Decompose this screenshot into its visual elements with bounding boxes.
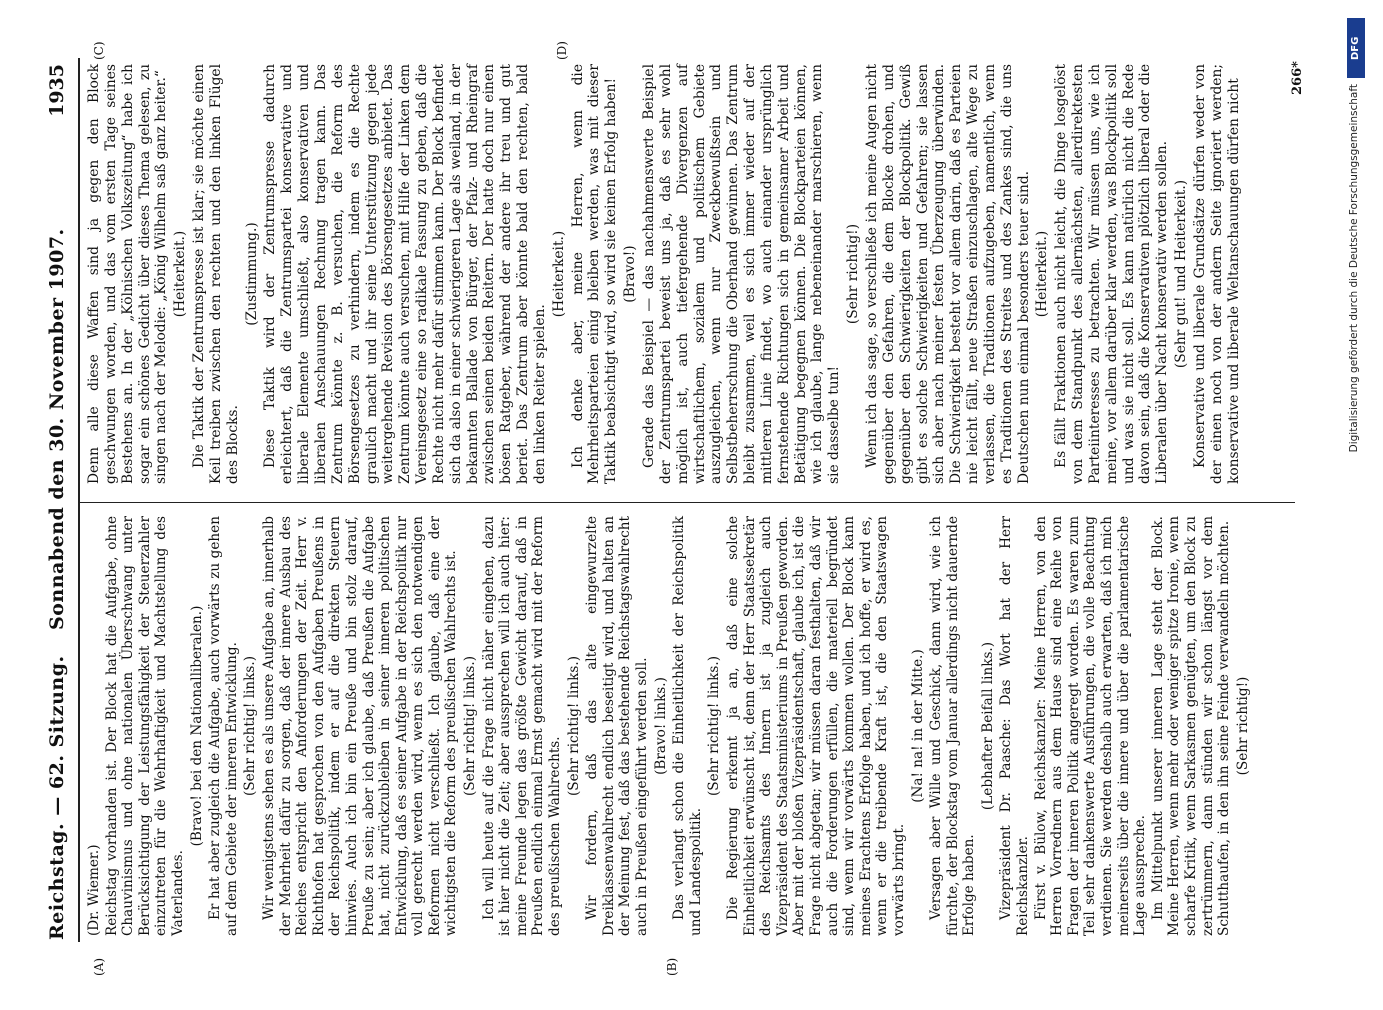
header-rule xyxy=(78,58,80,942)
paragraph: Wenn ich das sage, so verschließe ich meine Augen nicht gegenüber den Gefahren, die dem Blocke drohen, und gegenüber den Schwierigkeiten der Blockpolitik. Gewiß gibt es solche Schwierigkeiten und Gefahren; sie lassen sich aber nach meiner festen Überzeugung überwinden. Die Schwierigkeit besteht vor allem darin, daß es Parteien nie leicht fällt, neue Straßen einzuschlagen, alte Wege zu verlassen, die Traditionen aufzugeben, namentlich, wenn es Traditionen des Streites und des Zankes sind, die uns Deutschen nun einmal besonders teuer sind. xyxy=(863,64,1032,484)
paragraph: Diese Taktik wird der Zentrumspresse dadurch erleichtert, daß die Zentrumspartei konservative und liberale Elemente umschließt, also konservativen und liberalen Anschauungen Rechnung tragen kann. Das Zentrum könnte z. B. versuchen, die Reform des Börsengesetzes zu verhindern, indem es die Rechte graulich macht und ihr seine Unterstützung gegen jede weitergehende Revision des Börsengesetzes anbietet. Das Zentrum könnte auch versuchen, mit Hilfe der Linken dem Vereinsgesetz eine so radikale Fassung zu geben, daß die Rechte nicht mehr dafür stimmen kann. Der Block befindet sich da also in einer schwierigeren Lage als weiland, in der bekannten Ballade von Bürger, der Pfalz- und Rheingraf zwischen seinen beiden Reitern. Der hatte doch nur einen bösen Ratgeber, während der andere ihr treu und gut beriet. Das Zentrum aber könnte bald den rechten, bald den linken Reiter spielen. xyxy=(262,64,548,484)
interjection: (Na! na! in der Mitte.) xyxy=(909,649,926,803)
paragraph: Gerade das Beispiel — das nachahmenswerte Beispiel der Zentrumspartei beweist uns ja, daß es sehr wohl möglich ist, auch tiefergehende Divergenzen auf wirtschaftlichem, sozialem und politischem Gebiete auszugleichen, wenn nur Zweckbewußtsein und Selbstbeherrschung die Oberhand gewinnen. Das Zentrum bleibt zusammen, weil es sich immer wieder auf der mittleren Linie findet, wo auch einander ursprünglich fernstehende Richtungen sich in gemeinsamer Arbeit und Betätigung begegnen können. Die Blockparteien können, wie ich glaube, lange nebeneinander marschieren, wenn sie dasselbe tun! xyxy=(641,64,843,484)
interjection: (Bravo! bei den Nationalliberalen.) xyxy=(188,605,205,847)
margin-letter-d: (D) xyxy=(555,41,569,60)
interjection: (Sehr richtig! links.) xyxy=(706,655,723,797)
paragraph: Reichstag vorhanden ist. Der Block hat die Aufgabe, ohne Chauvinismus und ohne nationalen Überschwang unter Berücksichtigung der Leistungsfähigkeit der Steuerzahler einzutreten für die Wehrhaftigkeit und Machtstellung des Vaterlandes. xyxy=(103,516,186,936)
interjection: (Zustimmung.) xyxy=(243,222,260,326)
paragraph: Das verlangt schon die Einheitlichkeit der Reichspolitik und Landespolitik. xyxy=(671,516,704,936)
interjection: (Sehr richtig! links.) xyxy=(565,655,582,797)
interjection: (Heiterkeit.) xyxy=(550,230,567,318)
paragraph: Fürst v. Bülow, Reichskanzler: Meine Herren, von den Herren Vorrednern aus dem Hause sind eine Reihe von Fragen der inneren Politik angeregt worden. Es waren zum Teil sehr dankenswerte Ausführungen, die volle Beachtung verdienen. Sie werden deshalb auch erwarten, daß ich mich meinerseits über die innere und über die parlamentarische Lage ausspreche. xyxy=(1032,516,1149,936)
interjection: (Bravo! links.) xyxy=(652,677,669,775)
paragraph: Er hat aber zugleich die Aufgabe, auch vorwärts zu gehen auf dem Gebiete der inneren Entwicklung. xyxy=(207,516,240,936)
paragraph: Wir wenigstens sehen es als unsere Aufgabe an, innerhalb der Mehrheit dafür zu sorgen, daß der innere Ausbau des Reiches entspricht den Anforderungen der Zeit. Herr v. Richthofen hat gesprochen von den Aufgaben Preußens in der Reichspolitik, indem er auf die direkten Steuern hinwies. Auch ich bin ein Preuße und bin stolz darauf, Preuße zu sein; aber ich glaube, daß Preußen die Aufgabe hat, nicht zurückzubleiben in seiner inneren politischen Entwicklung, daß es seiner Aufgabe in der Reichspolitik nur voll gerecht werden wird, wenn es sich den notwendigen Reformen nicht verschließt. Ich glaube, daß eine der wichtigsten die Reform des preußischen Wahlrechts ist. xyxy=(260,516,460,936)
paragraph: Denn alle diese Waffen sind ja gegen den Block geschwungen worden, und das vom ersten Tage seines Bestehens an. In der „Kölnischen Volkszeitung“ habe ich sogar ein schönes Gedicht über dieses Thema gelesen, zu singen nach der Melodie: „König Wilhelm saß ganz heiter.“ xyxy=(86,64,170,484)
paragraph: Es fällt Fraktionen auch nicht leicht, die Dinge losgelöst von dem Standpunkt des allernächsten, allerdirektesten Parteiinteresses zu betrachten. Wir müssen uns, wie ich meine, vor allem darüber klar werden, was Blockpolitik soll und was sie nicht soll. Es kann natürlich nicht die Rede davon sein, daß die Konservativen plötzlich liberal oder die Liberalen über Nacht konservativ werden sollen. xyxy=(1053,64,1171,484)
text-column-left xyxy=(86,516,1253,936)
paragraph: (Dr. Wiemer.) xyxy=(86,844,102,936)
paragraph: Die Taktik der Zentrumspresse ist klar; sie möchte einen Keil treiben zwischen den rechten und den linken Flügel des Blocks. xyxy=(191,64,241,484)
interjection: (Sehr gut! und Heiterkeit.) xyxy=(1173,179,1190,369)
interjection: (Sehr richtig! links.) xyxy=(242,655,259,797)
paragraph: Vizepräsident Dr. Paasche: Das Wort hat der Herr Reichskanzler. xyxy=(998,516,1032,936)
dfg-watermark xyxy=(1345,10,1367,1010)
interjection: (Sehr richtig!) xyxy=(845,223,862,325)
paragraph: Versagen aber Wille und Geschick, dann wird, wie ich fürchte, der Blockstag vom Januar allerdings nicht dauernde Erfolge haben. xyxy=(928,516,978,936)
paragraph: Wir fordern, daß das alte eingewurzelte Dreiklassenwahlrecht endlich beseitigt wird, und halten an der Meinung fest, daß das bestehende Reichstagswahlrecht auch in Preußen eingeführt werden soll. xyxy=(584,516,650,936)
interjection: (Lebhafter Beifall links.) xyxy=(979,641,996,811)
paragraph: Die Regierung erkennt ja an, daß eine solche Einheitlichkeit erwünscht ist, denn der Herr Staatssekretär des Reichsamts des Innern ist ja zugleich auch Vizepräsident des Staatsministeriums in Preußen geworden. Aber mit der bloßen Vizepräsidentschaft, glaube ich, ist die Frage nicht abgetan; wir müssen daran festhalten, daß wir auch die Forderungen erfüllen, die materiell begründet sind, wenn wir vorwärts kommen wollen. Der Block kann meines Erachtens Erfolge haben, und ich hoffe, er wird es, wenn er die treibende Kraft ist, die den Staatswagen vorwärts bringt. xyxy=(724,516,907,936)
dfg-watermark-text: Digitalisierung gefördert durch die Deutsche Forschungsgemeinschaft xyxy=(1348,84,1360,453)
interjection: (Sehr richtig! links.) xyxy=(462,655,479,797)
interjection: (Sehr richtig!) xyxy=(1234,676,1251,776)
page-number: 1935 xyxy=(46,64,68,117)
header-date: Sonnabend den 30. November 1907. xyxy=(46,228,68,630)
paragraph: Ich denke aber, meine Herren, wenn die Mehrheitsparteien einig bleiben werden, was mit dieser Taktik beabsichtigt wird, so wird sie keinen Erfolg haben! xyxy=(569,64,620,484)
paragraph: Ich will heute auf die Frage nicht näher eingehen, dazu ist hier nicht die Zeit; aber aussprechen will ich auch hier: meine Freunde legen das größte Gewicht darauf, daß in Preußen endlich einmal Ernst gemacht wird mit der Reform des preußischen Wahlrechts. xyxy=(480,516,564,936)
header-left: Reichstag. — 62. Sitzung. xyxy=(46,655,68,940)
sheet-number: 266* xyxy=(1290,61,1305,95)
dfg-logo: DFG xyxy=(1347,18,1365,78)
column-divider xyxy=(80,502,1295,503)
paragraph: Im Mittelpunkt unserer inneren Lage steht der Block. Meine Herren, wenn mehr oder weniger spitze Ironie, wenn scharfe Kritik, wenn Sarkasmen genügten, um den Block zu zertrümmern, dann stünden wir schon längst vor dem Schutthaufen, in den ihn seine Feinde verwandeln möchten. xyxy=(1149,516,1233,936)
margin-letter-c: (C) xyxy=(92,41,106,60)
margin-letter-b: (B) xyxy=(665,957,679,976)
interjection: (Bravo!) xyxy=(622,245,639,303)
paragraph: Konservative und liberale Grundsätze dürfen weder von der einen noch von der andern Seite ignoriert werden; konservative und liberale Weltanschauungen dürfen nicht xyxy=(1192,64,1242,484)
margin-letter-a: (A) xyxy=(92,957,106,976)
interjection: (Heiterkeit.) xyxy=(1034,230,1051,318)
interjection: (Heiterkeit.) xyxy=(172,230,189,318)
text-column-right xyxy=(86,64,1244,484)
